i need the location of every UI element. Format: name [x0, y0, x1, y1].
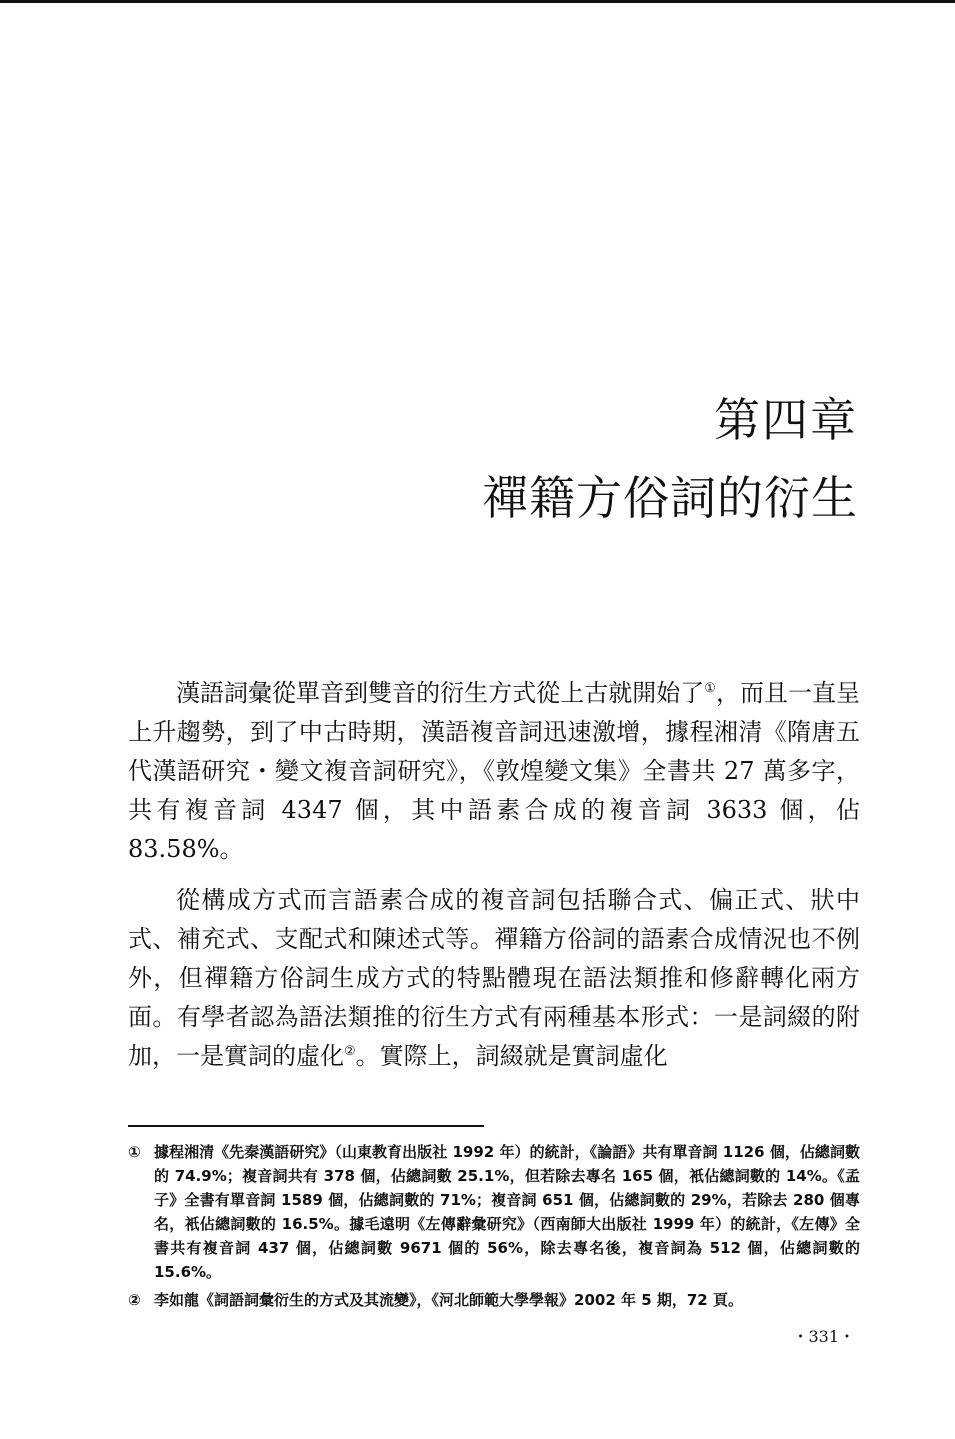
footnote-2 [128, 1288, 860, 1312]
footnote-ref-1[interactable]: ① [704, 681, 716, 696]
footnote-1-text: 據程湘清《先秦漢語研究》（山東教育出版社 1992 年）的統計，《論語》共有單音詞 1126 個，佔總詞數的 74.9%；複音詞共有 378 個，佔總詞數 25.1%，但若除去專名 165 個，衹佔總詞數的 14%。《孟子》全書有單音詞 1589 個，佔總詞數的 71%；複音詞 651 個，佔總詞數的 29%，若除去 280 個專名，衹佔總詞數的 16.5%。據毛遠明《左傳辭彙研究》（西南師大出版社 1999 年）的統計，《左傳》全書共有複音詞 437 個，佔總詞數 9671 個的 56%，除去專名後，複音詞為 512 個，佔總詞數的 15.6%。 [154, 1143, 860, 1281]
paragraph-1 [128, 674, 860, 869]
body-text [128, 674, 860, 1088]
paragraph-1-rest: ，而且一直呈上升趨勢，到了中古時期，漢語複音詞迅速激增，據程湘清《隋唐五代漢語研究・變文複音詞研究》，《敦煌變文集》全書共 27 萬多字，共有複音詞 4347 個，其中語素合成的複音詞 3633 個，佔 83.58%。 [128, 679, 861, 863]
footnotes [128, 1140, 860, 1316]
top-border-rule [0, 0, 955, 3]
chapter-title: 禪籍方俗詞的衍生 [482, 471, 858, 525]
footnote-1-mark: ① [128, 1143, 141, 1161]
footnote-1 [128, 1140, 860, 1284]
footnote-2-text: 李如龍《詞語詞彙衍生的方式及其流變》，《河北師範大學學報》2002 年 5 期，72 頁。 [154, 1291, 743, 1309]
paragraph-1-text: 漢語詞彙從單音到雙音的衍生方式從上古就開始了 [176, 679, 705, 707]
footnote-ref-2[interactable]: ② [344, 1044, 356, 1059]
footnote-2-mark: ② [128, 1291, 141, 1309]
paragraph-2-text: 從構成方式而言語素合成的複音詞包括聯合式、偏正式、狀中式、補充式、支配式和陳述式等。禪籍方俗詞的語素合成情況也不例外，但禪籍方俗詞生成方式的特點體現在語法類推和修辭轉化兩方面。有學者認為語法類推的衍生方式有兩種基本形式：一是詞綴的附加，一是實詞的虛化 [128, 886, 860, 1070]
paragraph-2-rest: 。實際上，詞綴就是實詞虛化 [355, 1042, 668, 1070]
chapter-number: 第四章 [714, 393, 858, 447]
footnote-divider [128, 1125, 484, 1127]
page-number: ・331・ [792, 1327, 855, 1346]
paragraph-2 [128, 881, 860, 1076]
